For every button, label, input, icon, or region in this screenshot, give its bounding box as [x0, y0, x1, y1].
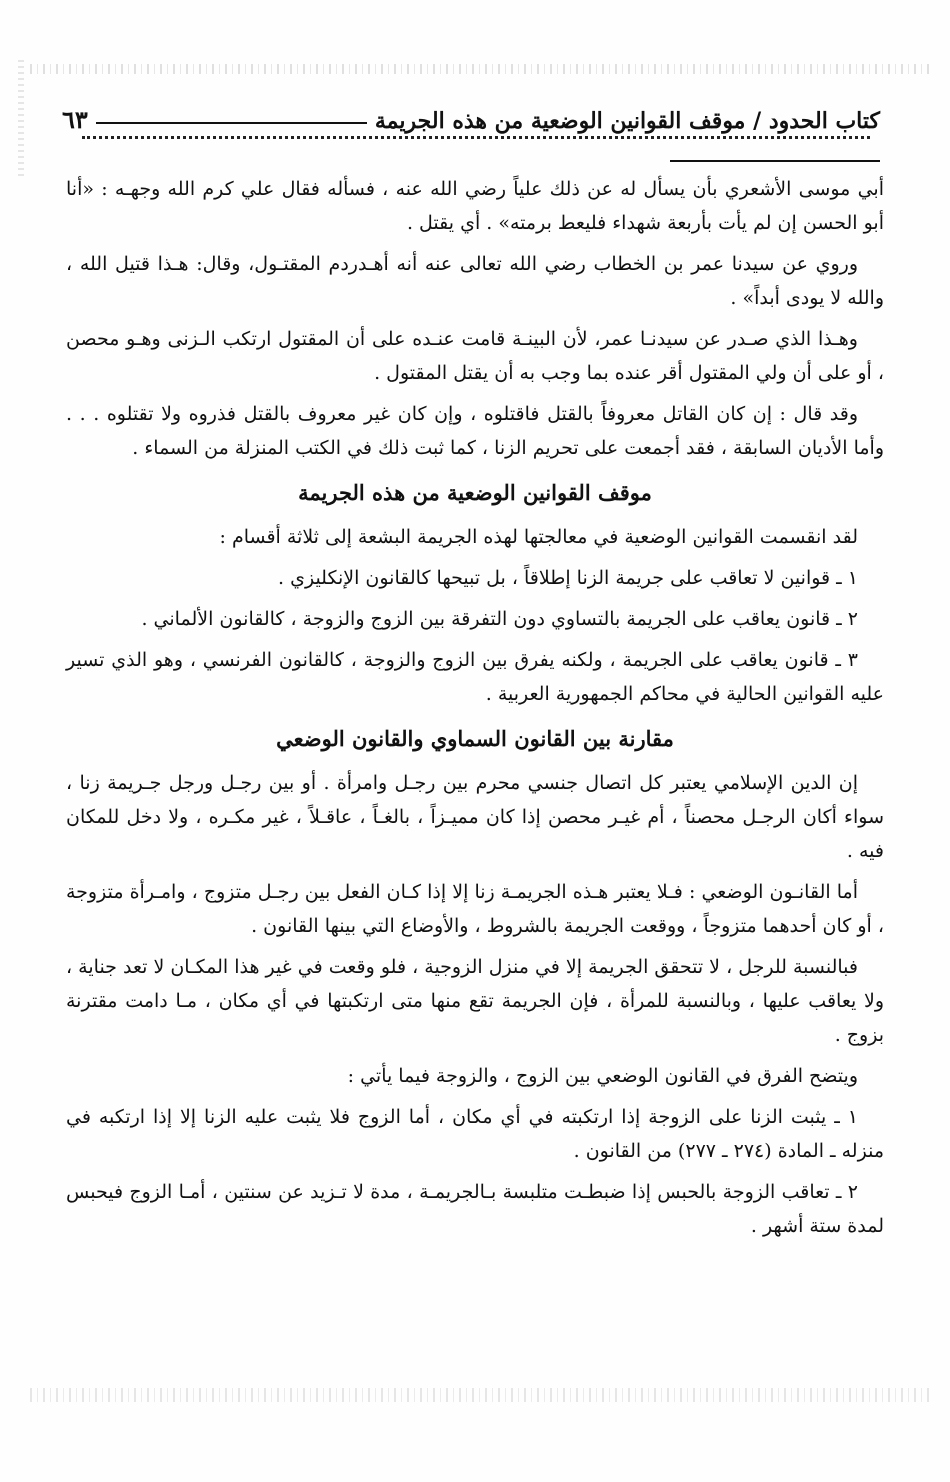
page-body: [66, 172, 884, 1250]
body-paragraph: وروي عن سيدنا عمر بن الخطاب رضي الله تعالى عنه أنه أهـدردم المقتـول، وقال: هـذا قتيل الله ، والله لا يودى أبداً» .: [66, 253, 884, 309]
header-rule-line: [96, 122, 367, 124]
body-paragraph: وهـذا الذي صـدر عن سيدنـا عمر، لأن البينـة قامت عنـده على أن المقتول ارتكب الـزنى وهـو محصن ، أو على أن ولي المقتول أقر عنده بما وجب به أن يقتل المقتول .: [66, 328, 884, 384]
body-paragraph: ويتضح الفرق في القانون الوضعي بين الزوج ، والزوجة فيما يأتي :: [347, 1065, 858, 1087]
scan-noise-left: [18, 60, 24, 180]
footnote-separator-rule: [670, 160, 880, 162]
body-paragraph: أما القانـون الوضعي : فـلا يعتبر هـذه الجريمـة زنا إلا إذا كـان الفعل بين رجـل متزوج ، وامـرأة متزوجة ، أو كان أحدهما متزوجاً ، ووقعت الجريمة بالشروط ، والأوضاع التي بينها القانون .: [66, 881, 884, 937]
scan-noise-bottom: [30, 1388, 930, 1402]
body-paragraph: فبالنسبة للرجل ، لا تتحقق الجريمة إلا في منزل الزوجية ، فلو وقعت في غير هذا المكـان لا تعد جناية ، ولا يعاقب عليها ، وبالنسبة للمرأة ، فإن الجريمة تقع منها متى ارتكبتها في أي مكان ، مـا دامت مقترنة بزوج .: [66, 956, 884, 1046]
body-paragraph: لقد انقسمت القوانين الوضعية في معالجتها لهذه الجريمة البشعة إلى ثلاثة أقسام :: [219, 526, 858, 548]
body-paragraph: ٢ ـ قانون يعاقب على الجريمة بالتساوي دون التفرقة بين الزوج والزوجة ، كالقانون الألماني .: [141, 608, 858, 630]
header-dotted-rule: [82, 136, 870, 149]
body-paragraph: ١ ـ قوانين لا تعاقب على جريمة الزنا إطلاقاً ، بل تبيحها كالقانون الإنكليزي .: [278, 567, 858, 589]
body-paragraph: أبي موسى الأشعري بأن يسأل له عن ذلك علياً رضي الله عنه ، فسأله فقال علي كرم الله وجهـه : «أنا أبو الحسن إن لم يأت بأربعة شهداء فليعط برمته» . أي يقتل .: [66, 178, 884, 234]
body-paragraph: إن الدين الإسلامي يعتبر كل اتصال جنسي محرم بين رجـل وامرأة . أو بين رجـل ورجل جـريمة زنا ، سواء أكان الرجـل محصناً ، أم غيـر محصن إذا كان مميـزاً ، بالغـاً ، عاقـلاً ، غير مكـره ، ولا دخل للمكان فيه .: [66, 772, 884, 862]
page-number: ٦٣: [62, 105, 88, 134]
body-paragraph: وقد قال : إن كان القاتل معروفاً بالقتل فاقتلوه ، وإن كان غير معروف بالقتل فذروه ولا تقتلوه . . . وأما الأديان السابقة ، فقد أجمعت على تحريم الزنا ، كما ثبت ذلك في الكتب المنزلة من السماء .: [66, 403, 884, 459]
running-header: [62, 94, 880, 134]
body-paragraph: ٢ ـ تعاقب الزوجة بالحبس إذا ضبطـت متلبسة بـالجريمـة ، مدة لا تـزيد عن سنتين ، أمـا الزوج فيحبس لمدة ستة أشهر .: [66, 1181, 884, 1237]
section-heading: مقارنة بين القانون السماوي والقانون الوضعي: [276, 726, 674, 751]
section-heading: موقف القوانين الوضعية من هذه الجريمة: [298, 480, 652, 505]
header-title: كتاب الحدود / موقف القوانين الوضعية من هذه الجريمة: [374, 108, 880, 134]
body-paragraph: ٣ ـ قانون يعاقب على الجريمة ، ولكنه يفرق بين الزوج والزوجة ، كالقانون الفرنسي ، وهو الذي تسير عليه القوانين الحالية في محاكم الجمهورية العربية .: [66, 649, 884, 705]
scan-noise-top: [30, 64, 930, 74]
body-paragraph: ١ ـ يثبت الزنا على الزوجة إذا ارتكبته في أي مكان ، أما الزوج فلا يثبت عليه الزنا إلا إذا ارتكبه في منزله ـ المادة (٢٧٤ ـ ٢٧٧) من القانون .: [66, 1106, 884, 1162]
